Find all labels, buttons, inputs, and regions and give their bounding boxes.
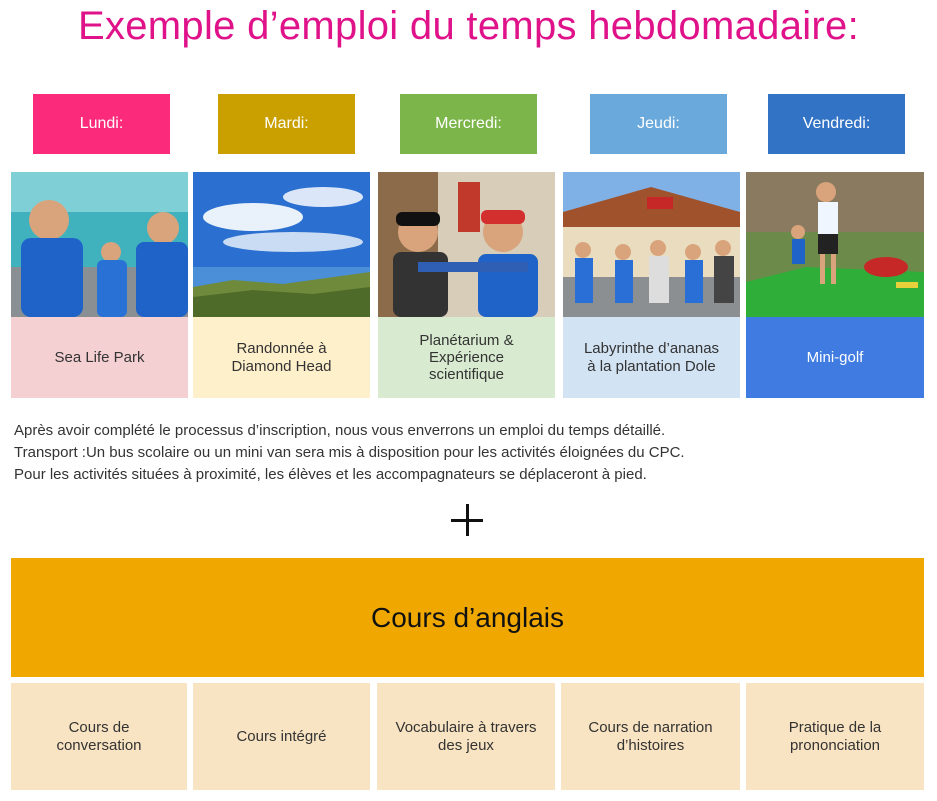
kids-aquarium-photo bbox=[11, 172, 188, 317]
info-line: Pour les activités situées à proximité, les élèves et les accompagnateurs se déplaceront à pied. bbox=[14, 466, 647, 483]
activity-card-friday bbox=[746, 172, 924, 398]
activity-card-monday bbox=[11, 172, 188, 398]
info-line: Transport :Un bus scolaire ou un mini van sera mis à disposition pour les activités éloignées du CPC. bbox=[14, 444, 685, 461]
course-box: Cours de conversation bbox=[11, 683, 187, 790]
activity-card-wednesday bbox=[378, 172, 555, 398]
info-line: Après avoir complété le processus d’inscription, nous vous enverrons un emploi du temps détaillé. bbox=[14, 422, 666, 439]
activity-card-tuesday bbox=[193, 172, 370, 398]
english-course-banner: Cours d’anglais bbox=[11, 558, 924, 677]
course-box: Cours de narration d’histoires bbox=[561, 683, 740, 790]
page-title: Exemple d’emploi du temps hebdomadaire: bbox=[77, 4, 860, 48]
day-header-friday: Vendredi: bbox=[768, 94, 905, 154]
course-box: Vocabulaire à travers des jeux bbox=[377, 683, 555, 790]
day-header-tuesday: Mardi: bbox=[218, 94, 355, 154]
activity-caption: Randonnée à Diamond Head bbox=[193, 317, 370, 398]
activity-caption: Labyrinthe d’ananas à la plantation Dole bbox=[563, 317, 740, 398]
activity-caption: Planétarium & Expérience scientifique bbox=[378, 317, 555, 398]
mini-golf-photo bbox=[746, 172, 924, 317]
day-header-thursday: Jeudi: bbox=[590, 94, 727, 154]
dole-plantation-group-photo bbox=[563, 172, 740, 317]
activity-caption: Mini-golf bbox=[746, 317, 924, 398]
activity-card-thursday bbox=[563, 172, 740, 398]
schedule-info bbox=[14, 420, 914, 486]
science-kids-photo bbox=[378, 172, 555, 317]
course-box: Pratique de la prononciation bbox=[746, 683, 924, 790]
day-header-wednesday: Mercredi: bbox=[400, 94, 537, 154]
activity-caption: Sea Life Park bbox=[11, 317, 188, 398]
course-box: Cours intégré bbox=[193, 683, 370, 790]
diamond-head-view-photo bbox=[193, 172, 370, 317]
day-header-monday: Lundi: bbox=[33, 94, 170, 154]
plus-icon bbox=[451, 504, 483, 536]
